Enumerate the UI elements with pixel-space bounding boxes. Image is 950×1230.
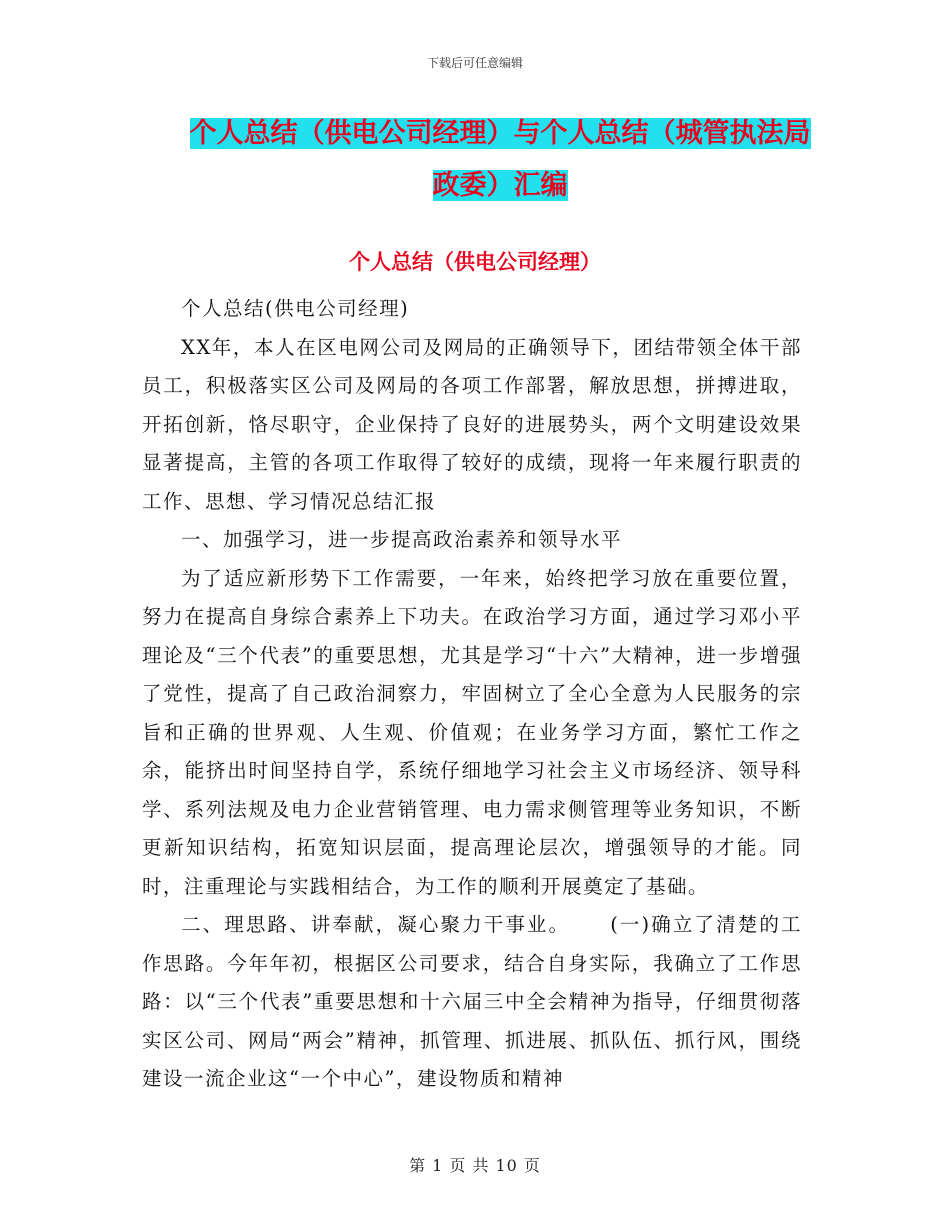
paragraph-intro: XX年，本人在区电网公司及网局的正确领导下，团结带领全体干部员工，积极落实区公司及网局的各项工作部署，解放思想，拼搏进取，开拓创新，恪尽职守，企业保持了良好的进展势头，两个文明建设效果显著提高，主管的各项工作取得了较好的成绩，现将一年来履行职责的工作、思想、学习情况总结汇报 — [142, 335, 802, 513]
heading-2-subsection: (一)确立了清楚的工作思路。今年年初，根据区公司要求，结合自身实际，我确立了工作思路：以“三个代表”重要思想和十六届三中全会精神为指导，仔细贯彻落实区公司、网局“两会”精神，抓管理、抓进展、抓队伍、抓行风，围绕建设一流企业这“一个中心”，建设物质和精神 — [142, 913, 802, 1090]
document-title — [150, 108, 850, 212]
section-title: 个人总结（供电公司经理） — [349, 250, 601, 274]
page-current: 1 — [432, 1156, 444, 1175]
page-total: 10 — [495, 1156, 518, 1175]
document-body — [142, 290, 802, 1099]
paragraph-heading-2 — [142, 906, 802, 1099]
paragraph-study: 为了适应新形势下工作需要，一年来，始终把学习放在重要位置，努力在提高自身综合素养上下功夫。在政治学习方面，通过学习邓小平理论及“三个代表”的重要思想，尤其是学习“十六”大精神，进一步增强了党性，提高了自己政治洞察力，牢固树立了全心全意为人民服务的宗旨和正确的世界观、人生观、价值观；在业务学习方面，繁忙工作之余，能挤出时间坚持自学，系统仔细地学习社会主义市场经济、领导科学、系列法规及电力企业营销管理、电力需求侧管理等业务知识，不断更新知识结构，拓宽知识层面，提高理论层次，增强领导的才能。同时，注重理论与实践相结合，为工作的顺利开展奠定了基础。 — [142, 566, 802, 898]
document-title-line-2: 政委）汇编 — [432, 170, 568, 201]
page-label-prefix: 第 — [409, 1156, 427, 1175]
page-label-mid: 页 共 — [449, 1156, 490, 1175]
page-label-suffix: 页 — [523, 1156, 541, 1175]
paragraph-subtitle: 个人总结(供电公司经理) — [181, 297, 410, 320]
header-note: 下载后可任意编辑 — [426, 56, 523, 70]
page-footer — [0, 1153, 950, 1176]
paragraph-heading-1: 一、加强学习，进一步提高政治素养和领导水平 — [181, 528, 623, 551]
heading-2-text: 二、理思路、讲奉献，凝心聚力干事业。 — [181, 913, 571, 936]
document-title-line-1: 个人总结（供电公司经理）与个人总结（城管执法局 — [189, 118, 811, 149]
